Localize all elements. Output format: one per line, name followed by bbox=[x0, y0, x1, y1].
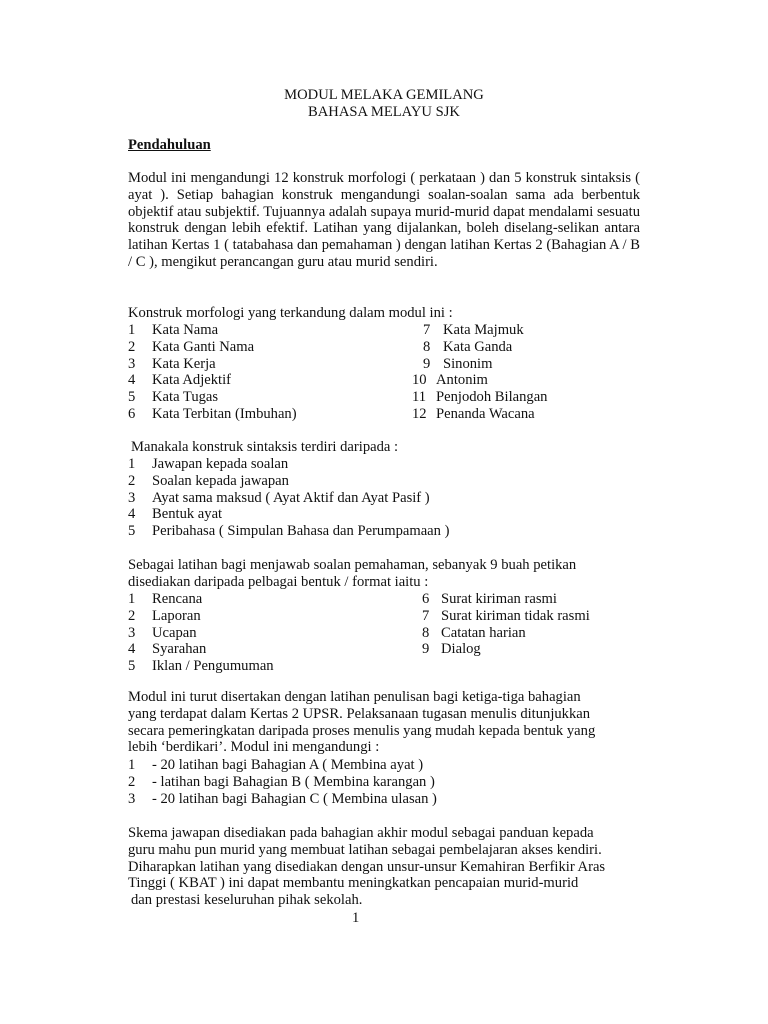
list-text: Bentuk ayat bbox=[152, 506, 223, 523]
list-text: Sinonim bbox=[443, 355, 493, 372]
list-text: Syarahan bbox=[152, 641, 207, 658]
list-number: 5 bbox=[128, 658, 136, 675]
list-text: Kata Ganda bbox=[443, 338, 513, 355]
list-text: Kata Terbitan (Imbuhan) bbox=[152, 406, 297, 422]
intro-paragraph: Modul ini mengandungi 12 konstruk morfologi ( perkataan ) dan 5 konstruk sintaksis ( ayat ). Setiap bahagian konstruk mengandungi soalan-soalan sama ada berbentuk objektif atau subjektif. Tujuannya adalah supaya murid-murid dapat mendalami sesuatu konstruk dengan lebih efektif. Latihan yang dijalankan, boleh diselang-selikan antara latihan Kertas 1 ( tatabahasa dan pemahaman ) dengan latihan Kertas 2 (Bahagian A / B / C ), mengikut perancangan guru atau murid sendiri. bbox=[128, 170, 640, 270]
list-text: Kata Majmuk bbox=[443, 322, 524, 338]
list-text: Penjodoh Bilangan bbox=[436, 389, 548, 406]
list-number: 3 bbox=[128, 790, 136, 807]
list-number: 9 bbox=[422, 641, 430, 658]
list-text: Jawapan kepada soalan bbox=[152, 456, 289, 472]
list-text: Dialog bbox=[441, 641, 481, 658]
list-text: Kata Adjektif bbox=[152, 372, 232, 389]
list-number: 4 bbox=[128, 372, 136, 389]
list-number: 8 bbox=[423, 338, 431, 355]
list-text: - latihan bagi Bahagian B ( Membina karangan ) bbox=[152, 773, 435, 790]
list-number: 1 bbox=[128, 757, 136, 773]
morfologi-intro: Konstruk morfologi yang terkandung dalam modul ini : bbox=[128, 305, 453, 321]
list-number: 4 bbox=[128, 641, 136, 658]
list-text: - 20 latihan bagi Bahagian A ( Membina ayat ) bbox=[152, 757, 424, 773]
list-number: 12 bbox=[412, 406, 427, 422]
list-number: 10 bbox=[412, 372, 427, 389]
list-number: 4 bbox=[128, 506, 136, 523]
paragraph-line: yang terdapat dalam Kertas 2 UPSR. Pelaksanaan tugasan menulis ditunjukkan bbox=[128, 705, 591, 722]
list-text: Surat kiriman rasmi bbox=[441, 591, 557, 607]
list-number: 8 bbox=[422, 624, 430, 641]
list-number: 5 bbox=[128, 389, 136, 406]
list-text: Kata Kerja bbox=[152, 355, 216, 372]
list-text: Surat kiriman tidak rasmi bbox=[441, 607, 590, 624]
page-number: 1 bbox=[352, 910, 360, 926]
list-text: Soalan kepada jawapan bbox=[152, 472, 289, 489]
document-title: MODUL MELAKA GEMILANG bbox=[284, 87, 484, 103]
list-number: 11 bbox=[412, 389, 427, 406]
list-text: Kata Nama bbox=[152, 322, 219, 338]
pemahaman-intro-line1: Sebagai latihan bagi menjawab soalan pemahaman, sebanyak 9 buah petikan bbox=[128, 557, 577, 573]
pemahaman-intro-line2: disediakan daripada pelbagai bentuk / format iaitu : bbox=[128, 574, 429, 590]
paragraph-line: secara pemeringkatan daripada proses menulis yang mudah kepada bentuk yang bbox=[128, 722, 596, 739]
list-text: Peribahasa ( Simpulan Bahasa dan Perumpamaan ) bbox=[152, 523, 450, 540]
list-number: 2 bbox=[128, 472, 136, 489]
paragraph-line: Modul ini turut disertakan dengan latihan penulisan bagi ketiga-tiga bahagian bbox=[128, 689, 581, 705]
sintaksis-intro: Manakala konstruk sintaksis terdiri daripada : bbox=[131, 439, 399, 455]
list-number: 2 bbox=[128, 338, 136, 355]
list-text: Kata Ganti Nama bbox=[152, 338, 255, 355]
list-number: 1 bbox=[128, 322, 136, 338]
paragraph-line: Skema jawapan disediakan pada bahagian akhir modul sebagai panduan kepada bbox=[128, 825, 594, 841]
section-heading: Pendahuluan bbox=[128, 137, 211, 153]
list-text: Rencana bbox=[152, 591, 203, 607]
list-number: 3 bbox=[128, 355, 136, 372]
list-number: 2 bbox=[128, 773, 136, 790]
paragraph-line: lebih ‘berdikari’. Modul ini mengandungi : bbox=[128, 739, 380, 756]
list-number: 1 bbox=[128, 591, 136, 607]
list-number: 5 bbox=[128, 523, 136, 540]
list-text: Ucapan bbox=[152, 624, 197, 641]
list-number: 6 bbox=[128, 406, 136, 422]
paragraph-line: Diharapkan latihan yang disediakan dengan unsur-unsur Kemahiran Berfikir Aras bbox=[128, 858, 606, 875]
list-number: 9 bbox=[423, 355, 431, 372]
paragraph-line: Tinggi ( KBAT ) ini dapat membantu meningkatkan pencapaian murid-murid bbox=[128, 875, 579, 892]
paragraph-line: guru mahu pun murid yang membuat latihan sebagai pembelajaran akses kendiri. bbox=[128, 841, 602, 858]
list-text: - 20 latihan bagi Bahagian C ( Membina ulasan ) bbox=[152, 790, 437, 807]
list-text: Catatan harian bbox=[441, 624, 526, 641]
list-number: 2 bbox=[128, 607, 136, 624]
list-number: 7 bbox=[423, 322, 431, 338]
list-text: Kata Tugas bbox=[152, 389, 219, 406]
list-text: Iklan / Pengumuman bbox=[152, 658, 274, 675]
list-text: Antonim bbox=[436, 372, 488, 389]
document-subtitle: BAHASA MELAYU SJK bbox=[308, 104, 460, 120]
list-number: 6 bbox=[422, 591, 430, 607]
list-number: 1 bbox=[128, 456, 136, 472]
list-number: 3 bbox=[128, 489, 136, 506]
paragraph-line: dan prestasi keseluruhan pihak sekolah. bbox=[131, 892, 363, 909]
list-text: Ayat sama maksud ( Ayat Aktif dan Ayat Pasif ) bbox=[152, 489, 430, 506]
list-text: Penanda Wacana bbox=[436, 406, 535, 422]
list-text: Laporan bbox=[152, 607, 201, 624]
list-number: 7 bbox=[422, 607, 430, 624]
list-number: 3 bbox=[128, 624, 136, 641]
